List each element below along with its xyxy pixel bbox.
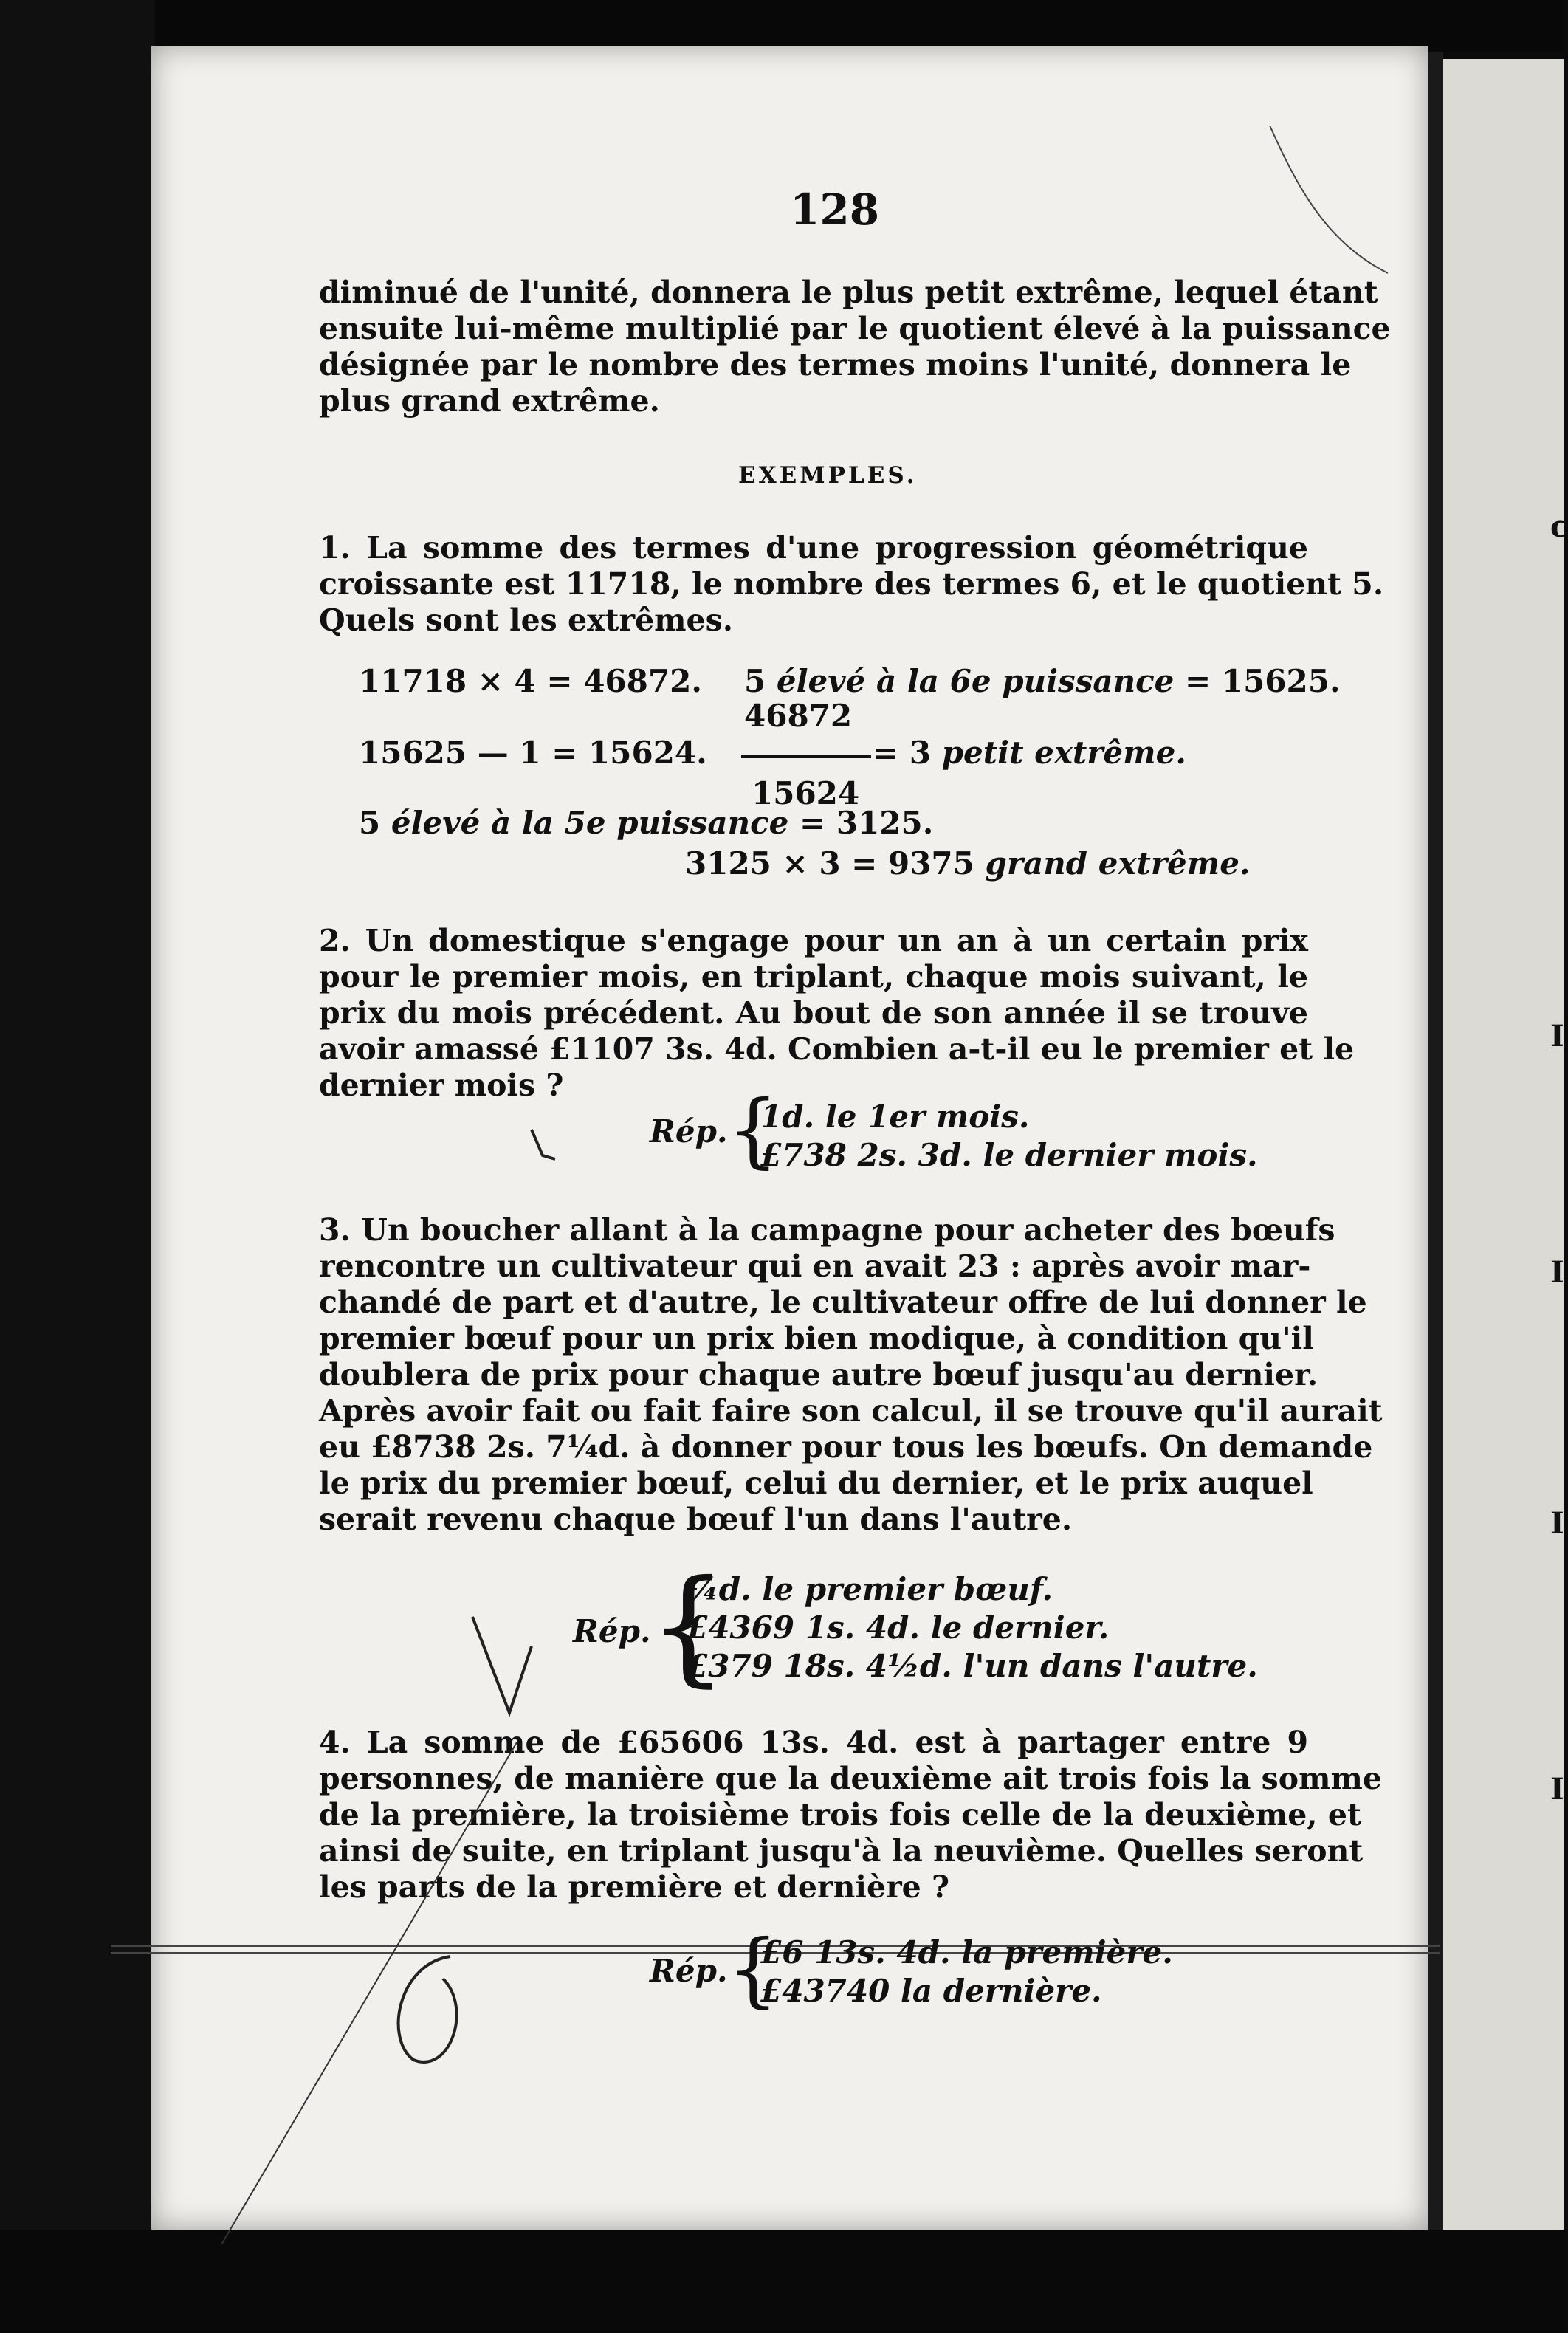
answer-text: £43740 la dernière. — [760, 1973, 1102, 2009]
text-line: premier bœuf pour un prix bien modique, à condition qu'il — [319, 1321, 1314, 1356]
calc-text: = 15625. — [1185, 663, 1341, 699]
fraction-denominator: 15624 — [752, 775, 860, 811]
calc-text-italic: élevé à la 6e puissance — [776, 663, 1175, 699]
pencil-stroke — [221, 1742, 517, 2244]
text-line: le prix du premier bœuf, celui du dernier, et le prix auquel — [319, 1466, 1313, 1501]
calc-text: = 3125. — [800, 805, 934, 841]
text-line: Quels sont les extrêmes. — [319, 602, 733, 638]
pencil-stroke — [1270, 126, 1388, 273]
pencil-tick — [532, 1130, 555, 1159]
adjacent-page-fragment: I — [1550, 1506, 1564, 1541]
text-line: rencontre un cultivateur qui en avait 23 : après avoir mar- — [319, 1248, 1311, 1284]
section-heading: EXEMPLES. — [738, 462, 918, 489]
text-line: chandé de part et d'autre, le cultivateur offre de lui donner le — [319, 1285, 1367, 1320]
text-line: plus grand extrême. — [319, 383, 660, 419]
text-line: Après avoir fait ou fait faire son calcul, il se trouve qu'il aurait — [319, 1393, 1383, 1429]
text-line: 4. La somme de £65606 13s. 4d. est à partager entre 9 — [319, 1725, 1308, 1760]
calc-text: = 3 — [873, 735, 932, 771]
calc-text-italic: petit extrême. — [941, 735, 1186, 771]
text-line: personnes, de manière que la deuxième ait trois fois la somme — [319, 1761, 1382, 1796]
calc-text-italic: élevé à la 5e puissance — [391, 805, 789, 841]
text-line: diminué de l'unité, donnera le plus petit extrême, lequel étant — [319, 275, 1378, 310]
text-line: 1. La somme des termes d'une progression géométrique — [319, 530, 1308, 566]
calc-line: 15625 — 1 = 15624. — [359, 735, 707, 771]
answer-text: £379 18s. 4½d. l'un dans l'autre. — [687, 1648, 1258, 1684]
pencil-checkmark — [472, 1617, 532, 1713]
calc-text: 5 — [744, 663, 766, 699]
text-line: dernier mois ? — [319, 1068, 564, 1103]
text-line: prix du mois précédent. Au bout de son année il se trouve — [319, 995, 1308, 1031]
text-line: 2. Un domestique s'engage pour un an à un certain prix — [319, 923, 1308, 958]
page-number: 128 — [790, 185, 880, 235]
calc-text-italic: grand extrême. — [985, 845, 1251, 882]
fraction-numerator: 46872 — [744, 698, 853, 734]
text-line: croissante est 11718, le nombre des termes 6, et le quotient 5. — [319, 566, 1384, 602]
answer-label: Rép. — [650, 1953, 728, 1989]
text-line: de la première, la troisième trois fois celle de la deuxième, et — [319, 1797, 1361, 1832]
text-line: ensuite lui-même multiplié par le quotient élevé à la puissance — [319, 311, 1391, 346]
answer-label: Rép. — [650, 1113, 728, 1150]
answer-brace: { — [727, 1082, 779, 1177]
adjacent-page-fragment: I — [1550, 1255, 1564, 1290]
answer-text: £4369 1s. 4d. le dernier. — [687, 1609, 1110, 1646]
answer-brace: { — [727, 1922, 779, 2016]
text-line: serait revenu chaque bœuf l'un dans l'autre. — [319, 1502, 1073, 1537]
text-line: eu £8738 2s. 7¼d. à donner pour tous les bœufs. On demande — [319, 1429, 1373, 1465]
text-line: désignée par le nombre des termes moins l'unité, donnera le — [319, 347, 1352, 382]
text-line: 3. Un boucher allant à la campagne pour acheter des bœufs — [319, 1212, 1335, 1248]
answer-text: £738 2s. 3d. le dernier mois. — [760, 1137, 1258, 1173]
answer-text: 1d. le 1er mois. — [760, 1099, 1030, 1135]
adjacent-page-fragment: I — [1550, 1019, 1564, 1054]
calc-line: 11718 × 4 = 46872. — [359, 663, 702, 699]
calc-text: 3125 × 3 = 9375 — [685, 845, 974, 882]
text-line: pour le premier mois, en triplant, chaque mois suivant, le — [319, 959, 1308, 994]
text-line: les parts de la première et dernière ? — [319, 1869, 950, 1905]
answer-text: ¼d. le premier bœuf. — [687, 1571, 1053, 1607]
answer-text: £6 13s. 4d. la première. — [760, 1934, 1173, 1970]
text-line: avoir amassé £1107 3s. 4d. Combien a-t-il eu le premier et le — [319, 1031, 1355, 1067]
text-line: ainsi de suite, en triplant jusqu'à la neuvième. Quelles seront — [319, 1833, 1364, 1869]
adjacent-page-fragment: I — [1550, 1772, 1564, 1807]
adjacent-page-fragment: c — [1550, 509, 1568, 544]
text-line: doublera de prix pour chaque autre bœuf jusqu'au dernier. — [319, 1357, 1318, 1392]
pencil-scribble — [399, 1956, 457, 2062]
answer-brace: { — [648, 1553, 729, 1700]
calc-text: 5 — [359, 805, 381, 841]
answer-label: Rép. — [573, 1613, 651, 1649]
